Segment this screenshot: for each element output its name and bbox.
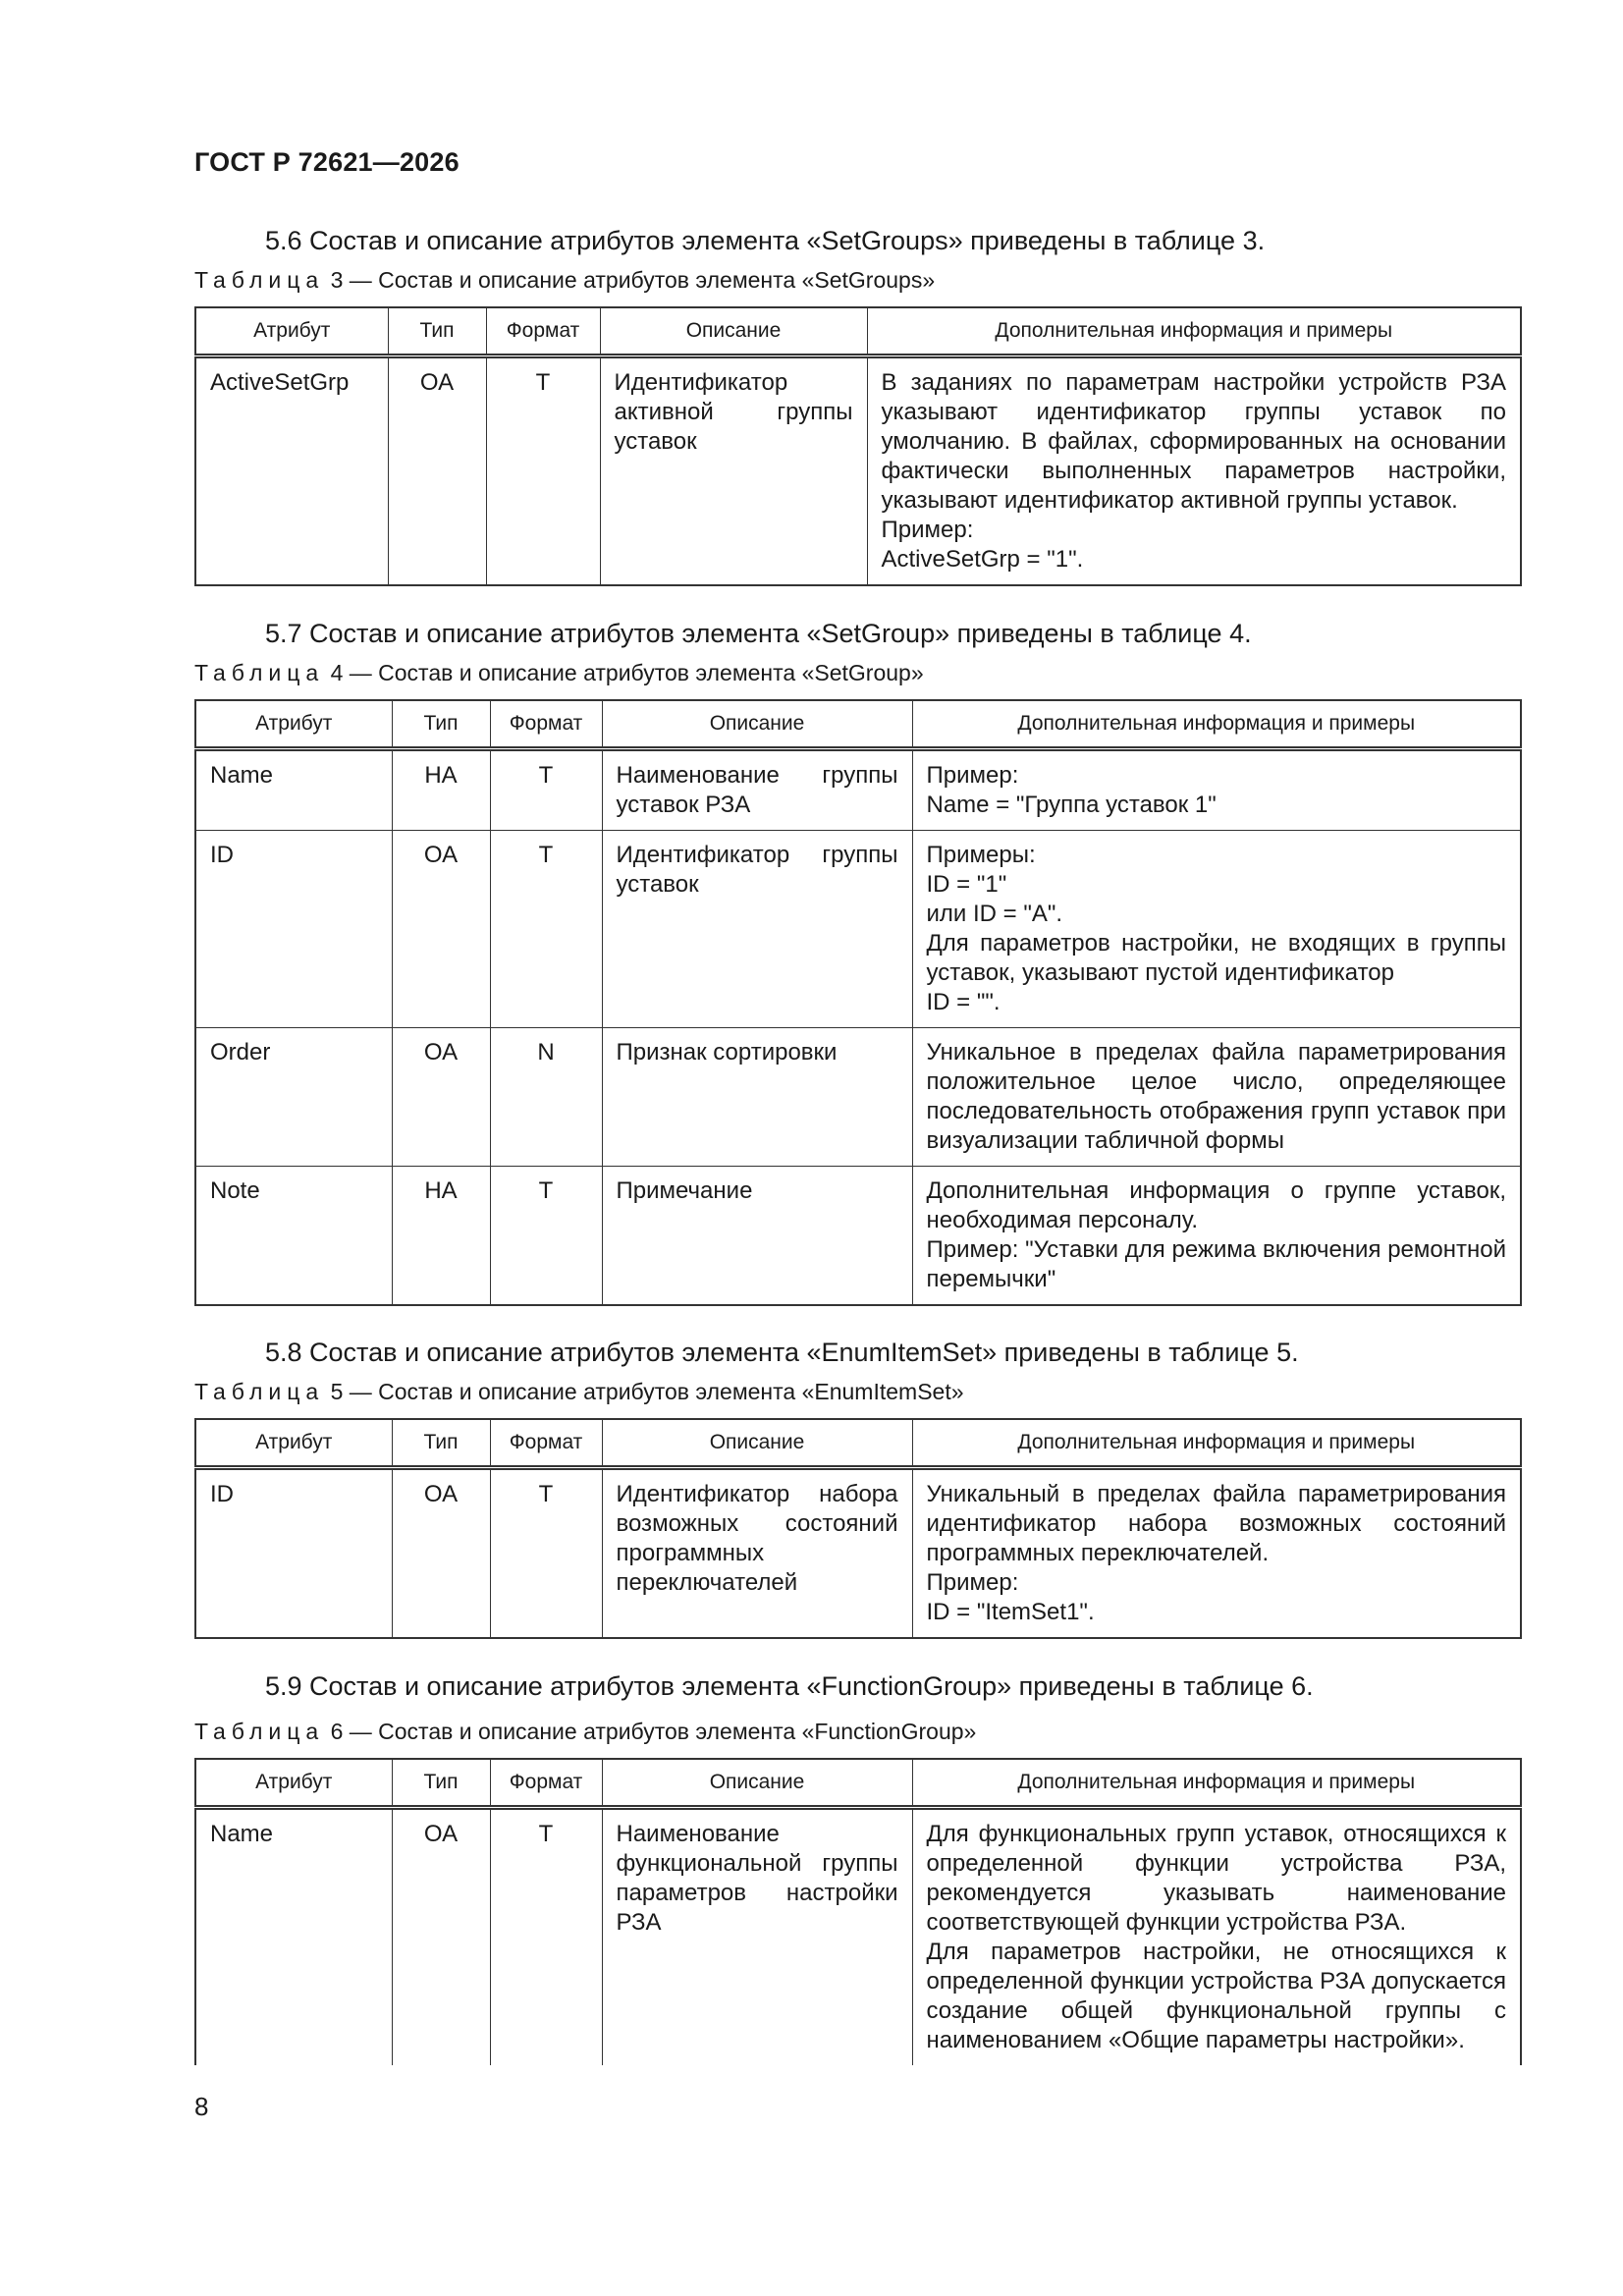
cell-type: ОА <box>392 1468 490 1639</box>
cell-attribute: ActiveSetGrp <box>195 356 388 586</box>
section-5-6 <box>194 224 1520 586</box>
cell-format: Т <box>490 1808 602 2066</box>
cell-attribute: Name <box>195 1808 392 2066</box>
info-line: Для функциональных групп уставок, относящихся к определенной функции устройства РЗА, рекомендуется указывать наименование соответствующей функции устройства РЗА. <box>926 1821 1506 1936</box>
cell-description: Признак сортировки <box>602 1028 912 1167</box>
cell-format: Т <box>490 1167 602 1306</box>
column-header: Атрибут <box>195 1419 392 1468</box>
table-caption <box>194 1717 1520 1746</box>
column-header: Дополнительная информация и примеры <box>912 1759 1521 1808</box>
cell-type: ОА <box>388 356 486 586</box>
paragraph: 5.9 Состав и описание атрибутов элемента «FunctionGroup» приведены в таблице 6. <box>265 1671 1314 1701</box>
table-row <box>195 1808 1521 2066</box>
info-line: Уникальный в пределах файла параметрирования идентификатор набора возможных состояний программных переключателей. <box>926 1481 1506 1566</box>
cell-description: Идентификатор набора возможных состояний программных переключателей <box>602 1468 912 1639</box>
caption-text: 4 — Состав и описание атрибутов элемента «SetGroup» <box>324 660 924 685</box>
column-header: Формат <box>490 1419 602 1468</box>
column-header: Формат <box>490 700 602 749</box>
caption-word: Таблица <box>194 267 325 293</box>
table-row <box>195 831 1521 1028</box>
column-header: Дополнительная информация и примеры <box>912 1419 1521 1468</box>
cell-info <box>912 1808 1521 2066</box>
column-header: Описание <box>600 307 867 356</box>
cell-attribute: ID <box>195 1468 392 1639</box>
section-5-9 <box>194 1669 1520 2065</box>
cell-type: НА <box>392 1167 490 1306</box>
info-line: Дополнительная информация о группе уставок, необходимая персоналу. <box>926 1177 1506 1233</box>
caption-word: Таблица <box>194 1719 325 1744</box>
cell-description: Идентификатор группы уставок <box>602 831 912 1028</box>
column-header: Дополнительная информация и примеры <box>912 700 1521 749</box>
paragraph: 5.7 Состав и описание атрибутов элемента «SetGroup» приведены в таблице 4. <box>265 619 1252 648</box>
table-caption <box>194 265 1520 295</box>
cell-format: Т <box>486 356 600 586</box>
column-header: Формат <box>486 307 600 356</box>
paragraph: 5.6 Состав и описание атрибутов элемента «SetGroups» приведены в таблице 3. <box>265 226 1266 255</box>
caption-text: 5 — Состав и описание атрибутов элемента «EnumItemSet» <box>324 1379 964 1404</box>
info-line: В заданиях по параметрам настройки устройств РЗА указывают идентификатор группы уставок по умолчанию. В файлах, сформированных на основании фактически выполненных параметров настройки, указывают идентификатор активной группы уставок. <box>881 369 1506 514</box>
caption-word: Таблица <box>194 1379 325 1404</box>
column-header: Тип <box>392 700 490 749</box>
cell-format: N <box>490 1028 602 1167</box>
cell-info <box>867 356 1521 586</box>
info-line: ID = "ItemSet1". <box>926 1599 1095 1625</box>
caption-text: 6 — Состав и описание атрибутов элемента «FunctionGroup» <box>324 1719 977 1744</box>
column-header: Атрибут <box>195 1759 392 1808</box>
table-caption <box>194 658 1520 687</box>
table-row <box>195 1167 1521 1306</box>
table-6 <box>194 1758 1522 2065</box>
info-line: Пример: "Уставки для режима включения ремонтной перемычки" <box>926 1236 1506 1292</box>
cell-info <box>912 1167 1521 1306</box>
column-header: Атрибут <box>195 307 388 356</box>
caption-text: 3 — Состав и описание атрибутов элемента «SetGroups» <box>324 267 936 293</box>
cell-attribute: Order <box>195 1028 392 1167</box>
info-line: Для параметров настройки, не относящихся к определенной функции устройства РЗА допускается создание общей функциональной группы с наименованием «Общие параметры настройки». <box>926 1939 1506 2053</box>
column-header: Описание <box>602 1419 912 1468</box>
cell-info <box>912 1028 1521 1167</box>
table-3 <box>194 306 1522 586</box>
column-header: Формат <box>490 1759 602 1808</box>
page-number: 8 <box>194 2092 209 2121</box>
column-header: Тип <box>392 1759 490 1808</box>
cell-description: Примечание <box>602 1167 912 1306</box>
column-header: Тип <box>388 307 486 356</box>
table-row <box>195 1028 1521 1167</box>
cell-format: Т <box>490 1468 602 1639</box>
info-line: Примеры: <box>926 842 1036 868</box>
section-5-8 <box>194 1336 1520 1639</box>
info-line: Пример: <box>926 762 1019 789</box>
page-header: ГОСТ Р 72621—2026 <box>194 147 460 177</box>
cell-description: Наименование функциональной группы параметров настройки РЗА <box>602 1808 912 2066</box>
cell-attribute: ID <box>195 831 392 1028</box>
info-line: ID = "1" <box>926 871 1007 898</box>
cell-description: Идентификатор активной группы уставок <box>600 356 867 586</box>
caption-word: Таблица <box>194 660 325 685</box>
cell-type: ОА <box>392 1028 490 1167</box>
section-5-7 <box>194 617 1520 1306</box>
paragraph: 5.8 Состав и описание атрибутов элемента «EnumItemSet» приведены в таблице 5. <box>265 1338 1299 1367</box>
table-caption <box>194 1377 1520 1406</box>
info-line: ID = "". <box>926 989 1001 1015</box>
column-header: Дополнительная информация и примеры <box>867 307 1521 356</box>
column-header: Описание <box>602 700 912 749</box>
column-header: Атрибут <box>195 700 392 749</box>
column-header: Тип <box>392 1419 490 1468</box>
info-line: или ID = "A". <box>926 901 1063 927</box>
info-line: Пример: <box>926 1569 1019 1596</box>
info-line: Пример: <box>881 517 974 543</box>
info-line: Уникальное в пределах файла параметрирования положительное целое число, определяющее последовательность отображения групп уставок при визуализации табличной формы <box>926 1039 1506 1154</box>
cell-attribute: Name <box>195 749 392 831</box>
info-line: ActiveSetGrp = "1". <box>881 546 1084 573</box>
info-line: Для параметров настройки, не входящих в группы уставок, указывают пустой идентификатор <box>926 930 1506 986</box>
info-line: Name = "Группа уставок 1" <box>926 792 1217 818</box>
cell-description: Наименование группы уставок РЗА <box>602 749 912 831</box>
cell-info <box>912 749 1521 831</box>
table-4 <box>194 699 1522 1306</box>
cell-attribute: Note <box>195 1167 392 1306</box>
cell-info <box>912 831 1521 1028</box>
cell-format: Т <box>490 749 602 831</box>
cell-format: Т <box>490 831 602 1028</box>
table-row <box>195 356 1521 586</box>
table-row <box>195 749 1521 831</box>
cell-type: ОА <box>392 1808 490 2066</box>
cell-type: ОА <box>392 831 490 1028</box>
cell-type: НА <box>392 749 490 831</box>
table-row <box>195 1468 1521 1639</box>
column-header: Описание <box>602 1759 912 1808</box>
table-5 <box>194 1418 1522 1639</box>
cell-info <box>912 1468 1521 1639</box>
